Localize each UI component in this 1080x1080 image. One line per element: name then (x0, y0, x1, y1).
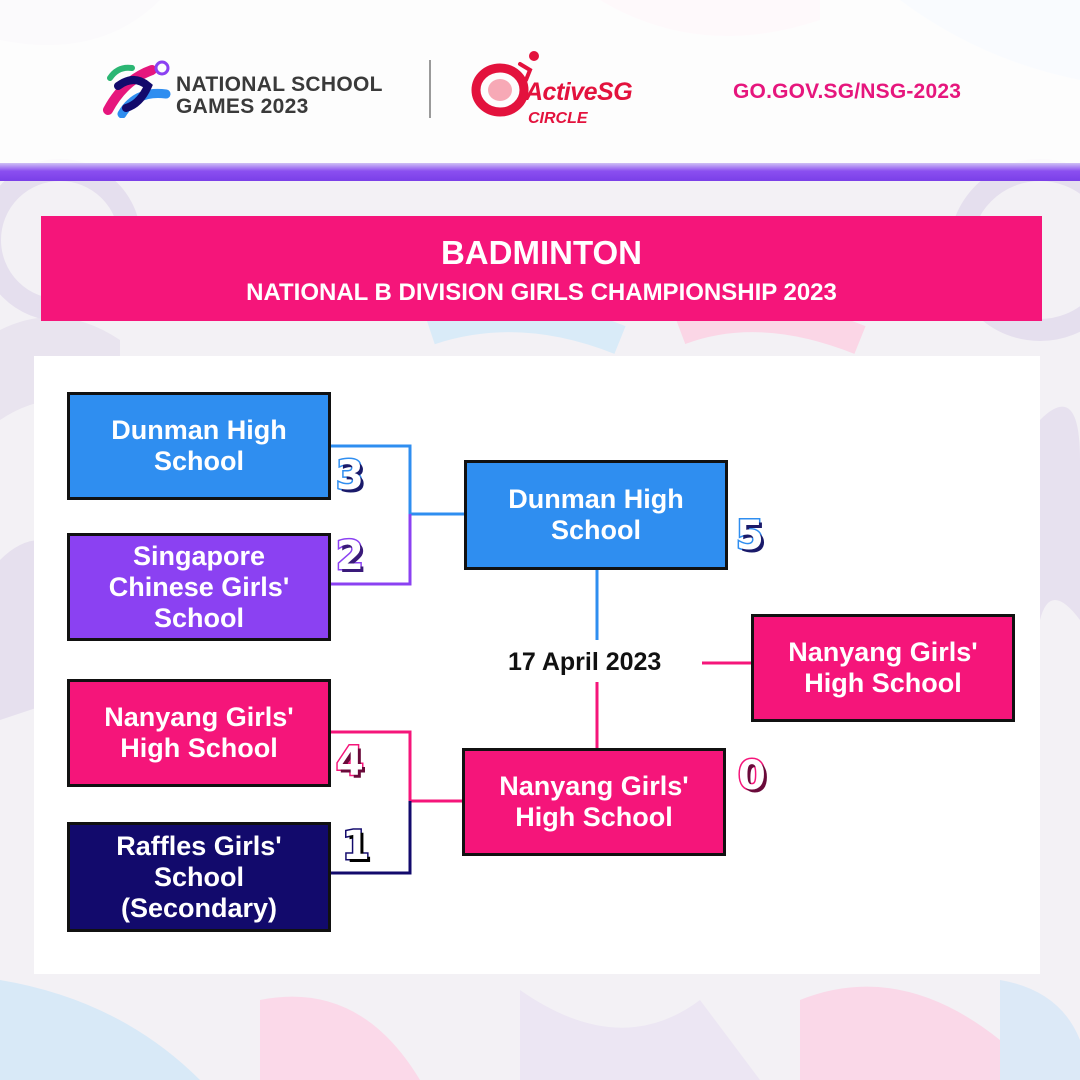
sf2-team-a-score: 4 (336, 739, 364, 785)
sf2-team-b[interactable] (67, 822, 331, 932)
team-name: Dunman High School (508, 484, 684, 545)
sf1-team-a[interactable] (67, 392, 331, 500)
sf2-team-b-score: 1 (342, 823, 370, 869)
sf2-team-a[interactable] (67, 679, 331, 787)
final-team-a[interactable] (464, 460, 728, 570)
sf1-team-a-score: 3 (336, 453, 364, 499)
team-name: Singapore Chinese Girls' School (108, 540, 290, 633)
final-team-a-score: 5 (736, 513, 764, 559)
team-name: Nanyang Girls' High School (788, 637, 978, 698)
team-name: Nanyang Girls' High School (499, 771, 689, 832)
sf1-team-b-score: 2 (336, 533, 364, 579)
activesg-circle-label: CIRCLE (528, 110, 588, 127)
final-team-b[interactable] (462, 748, 726, 856)
champion-team[interactable] (751, 614, 1015, 722)
sf1-team-b[interactable] (67, 533, 331, 641)
nsg-line-2: GAMES 2023 (176, 95, 309, 118)
championship-subtitle: NATIONAL B DIVISION GIRLS CHAMPIONSHIP 2023 (246, 279, 837, 306)
nsg-line-1: NATIONAL SCHOOL (176, 73, 383, 96)
sport-title: BADMINTON (440, 234, 643, 271)
final-team-b-score: 0 (738, 753, 766, 799)
activesg-name: ActiveSG (525, 78, 633, 106)
final-date: 17 April 2023 (508, 648, 662, 676)
team-name: Nanyang Girls' High School (104, 702, 294, 763)
team-name: Dunman High School (111, 415, 287, 476)
team-name: Raffles Girls' School (Secondary) (116, 830, 282, 923)
website-url[interactable]: GO.GOV.SG/NSG-2023 (733, 80, 962, 103)
